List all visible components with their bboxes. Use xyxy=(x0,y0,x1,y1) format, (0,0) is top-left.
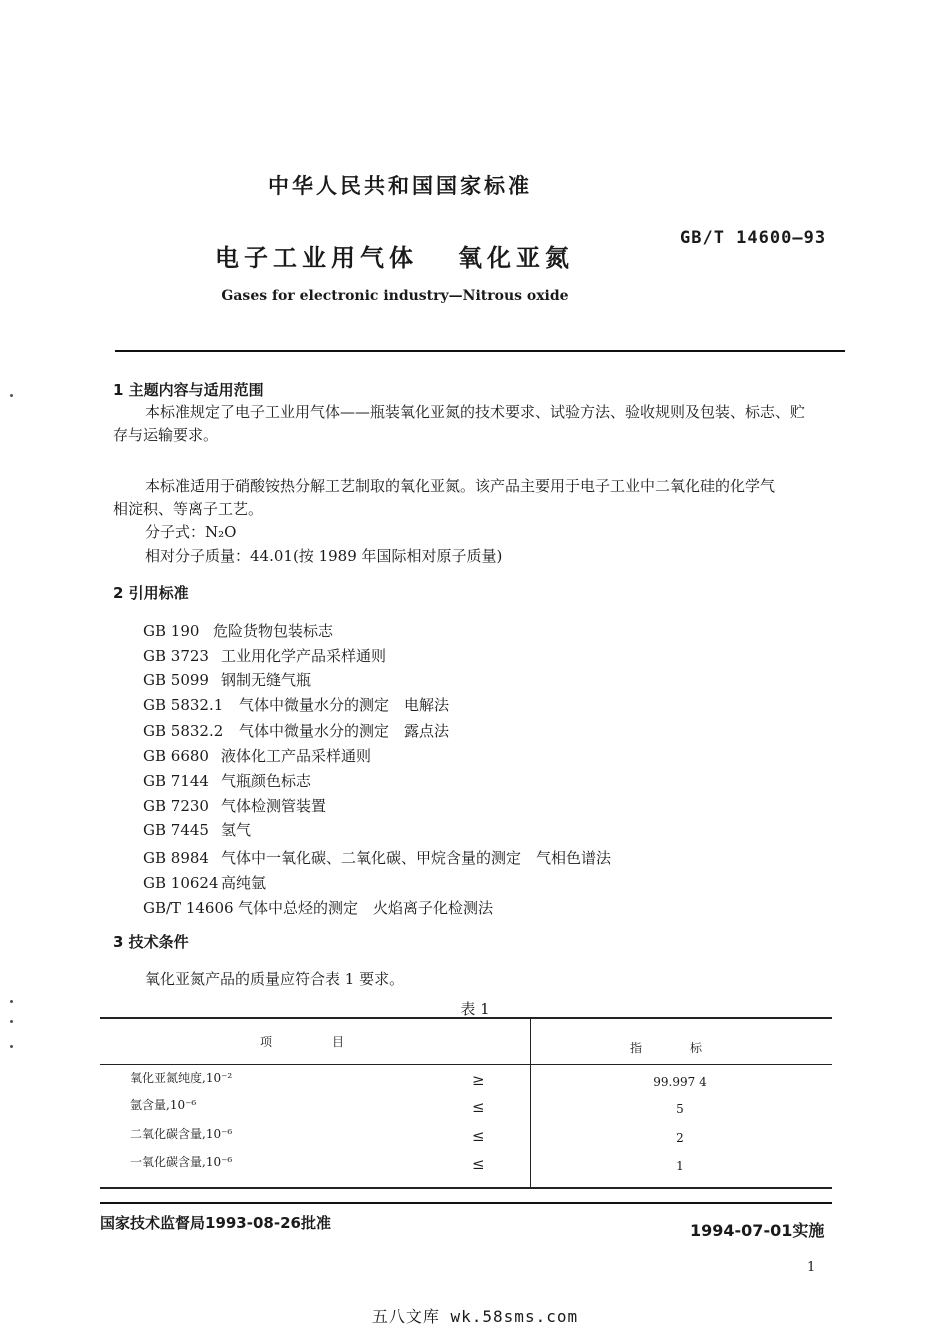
reference-item xyxy=(143,669,311,690)
table-row-item: 一氧化碳含量,10⁻⁶ xyxy=(130,1155,233,1169)
reference-title: 气体中微量水分的测定 露点法 xyxy=(239,722,450,740)
table-row-value: 1 xyxy=(676,1159,684,1173)
reference-code: GB 5832.1 xyxy=(143,696,224,714)
reference-item xyxy=(143,720,449,741)
table-row-value: 5 xyxy=(676,1102,684,1116)
reference-item xyxy=(143,847,611,868)
table-header-rule xyxy=(100,1064,832,1065)
reference-code: GB 7144 xyxy=(143,772,209,790)
spec-table xyxy=(100,1017,832,1188)
section1-para1-line2: 存与运输要求。 xyxy=(113,426,219,444)
table-top-rule xyxy=(100,1017,832,1019)
footer-divider xyxy=(100,1202,832,1204)
reference-code: GB 7445 xyxy=(143,821,209,839)
reference-item xyxy=(143,645,386,666)
reference-item xyxy=(143,745,371,766)
scan-speck xyxy=(10,1045,13,1048)
approval-statement: 国家技术监督局1993-08-26批准 xyxy=(100,1214,331,1232)
reference-title: 气瓶颜色标志 xyxy=(221,772,312,790)
reference-code: GB/T 14606 xyxy=(143,899,234,917)
watermark-text: 五八文库 wk.58sms.com xyxy=(371,1307,579,1326)
reference-item xyxy=(143,819,251,840)
title-cn-part1: 电子工业用气体 xyxy=(215,244,418,272)
scan-speck xyxy=(10,1020,13,1023)
section1-para2-line1: 本标准适用于硝酸铵热分解工艺制取的氧化亚氮。该产品主要用于电子工业中二氧化硅的化学气 xyxy=(145,477,776,495)
table-row-operator: ≥ xyxy=(472,1071,485,1089)
implementation-date: 1994-07-01实施 xyxy=(690,1221,825,1240)
table1-caption: 表 1 xyxy=(460,1000,490,1018)
table-row-item: 氩含量,10⁻⁶ xyxy=(130,1098,197,1112)
document-title-en: Gases for electronic industry—Nitrous oxide xyxy=(221,288,569,304)
table-row-value: 2 xyxy=(676,1131,684,1145)
reference-item xyxy=(143,795,326,816)
reference-title: 氢气 xyxy=(221,821,252,839)
table-row-operator: ≤ xyxy=(472,1127,485,1145)
reference-code: GB 6680 xyxy=(143,747,209,765)
molecular-formula xyxy=(145,521,236,543)
section1-heading: 1 主题内容与适用范围 xyxy=(113,381,264,399)
reference-title: 气体检测管装置 xyxy=(221,797,327,815)
reference-item xyxy=(143,694,449,715)
page-number: 1 xyxy=(807,1260,816,1275)
title-cn-part2: 氧化亚氮 xyxy=(458,244,574,272)
reference-title: 气体中一氧化碳、二氧化碳、甲烷含量的测定 气相色谱法 xyxy=(221,849,612,867)
reference-title: 液体化工产品采样通则 xyxy=(221,747,372,765)
header-divider xyxy=(115,350,845,352)
table-header-item: 项 目 xyxy=(260,1035,345,1049)
section3-intro: 氧化亚氮产品的质量应符合表 1 要求。 xyxy=(145,970,405,988)
reference-code: GB 10624 xyxy=(143,874,219,892)
reference-title: 钢制无缝气瓶 xyxy=(221,671,312,689)
relative-molecular-mass: 相对分子质量：44.01(按 1989 年国际相对原子质量) xyxy=(145,547,503,565)
document-title-cn xyxy=(215,238,574,273)
section2-heading: 2 引用标准 xyxy=(113,584,189,602)
standard-code: GB/T 14600—93 xyxy=(680,228,827,248)
reference-code: GB 8984 xyxy=(143,849,209,867)
reference-code: GB 5832.2 xyxy=(143,722,224,740)
reference-item xyxy=(143,770,311,791)
reference-item xyxy=(143,620,333,641)
reference-title: 气体中总烃的测定 火焰离子化检测法 xyxy=(238,899,494,917)
reference-code: GB 3723 xyxy=(143,647,209,665)
scan-speck xyxy=(10,394,13,397)
reference-title: 工业用化学产品采样通则 xyxy=(221,647,387,665)
table-row-item: 二氧化碳含量,10⁻⁶ xyxy=(130,1127,233,1141)
reference-code: GB 5099 xyxy=(143,671,209,689)
table-row-operator: ≤ xyxy=(472,1155,485,1173)
reference-title: 危险货物包装标志 xyxy=(213,622,334,640)
table-header-index: 指 标 xyxy=(630,1041,703,1055)
table-row-operator: ≤ xyxy=(472,1098,485,1116)
national-standard-title: 中华人民共和国国家标准 xyxy=(268,174,532,198)
reference-code: GB 190 xyxy=(143,622,200,640)
scan-speck xyxy=(10,1000,13,1003)
reference-code: GB 7230 xyxy=(143,797,209,815)
formula-label: 分子式： xyxy=(145,523,206,541)
section1-para1-line1: 本标准规定了电子工业用气体——瓶装氧化亚氮的技术要求、试验方法、验收规则及包装、标志、贮 xyxy=(145,403,806,421)
reference-item xyxy=(143,872,266,893)
table-bottom-rule xyxy=(100,1187,832,1189)
table-row-value: 99.997 4 xyxy=(653,1075,707,1089)
reference-title: 气体中微量水分的测定 电解法 xyxy=(239,696,450,714)
table-row-item: 氧化亚氮纯度,10⁻² xyxy=(130,1071,233,1085)
reference-item xyxy=(143,897,493,918)
section3-heading: 3 技术条件 xyxy=(113,933,189,951)
formula-value: N₂O xyxy=(205,523,237,541)
section1-para2-line2: 相淀积、等离子工艺。 xyxy=(113,500,264,518)
reference-title: 高纯氩 xyxy=(221,874,267,892)
